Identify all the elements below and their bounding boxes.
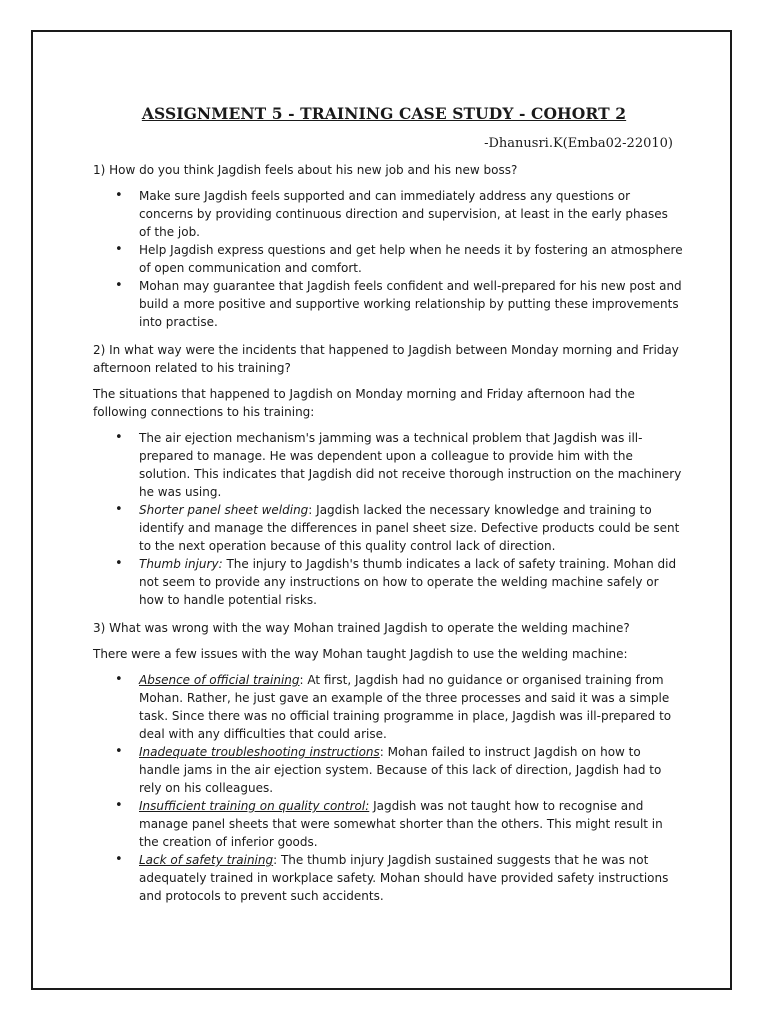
bullet-lead: Insufficient training on quality control: bbox=[139, 799, 370, 813]
list-item: • Thumb injury: The injury to Jagdish's thumb indicates a lack of safety training. Mohan did not seem to provide any instructions on how to operate the welding machine safely or how to handle potential risks. bbox=[139, 555, 683, 609]
bullet-lead: Shorter panel sheet welding bbox=[139, 503, 309, 517]
answer-1-list bbox=[93, 187, 683, 331]
bullet-lead: Absence of official training bbox=[139, 673, 300, 687]
list-item: • Insufficient training on quality control: Jagdish was not taught how to recognise and manage panel sheets that were somewhat shorter than the others. This might result in the creation of inferior goods. bbox=[139, 797, 683, 851]
answer-2-list bbox=[93, 429, 683, 609]
list-item: • Absence of official training: At first, Jagdish had no guidance or organised training from Mohan. Rather, he just gave an example of the three processes and said it was a simple task. Since there was no official training programme in place, Jagdish was ill-prepared to deal with any difficulties that could arise. bbox=[139, 671, 683, 743]
answer-3-list bbox=[93, 671, 683, 905]
answer-2-intro: The situations that happened to Jagdish on Monday morning and Friday afternoon had the following connections to his training: bbox=[93, 387, 635, 419]
question-2: 2) In what way were the incidents that happened to Jagdish between Monday morning and Friday afternoon related to his training? bbox=[93, 343, 679, 375]
bullet-lead: Lack of safety training bbox=[139, 853, 274, 867]
document-title: ASSIGNMENT 5 - TRAINING CASE STUDY - COHORT 2 bbox=[141, 104, 627, 123]
question-1: 1) How do you think Jagdish feels about his new job and his new boss? bbox=[93, 163, 518, 177]
list-item: • Mohan may guarantee that Jagdish feels confident and well-prepared for his new post and build a more positive and supportive working relationship by putting these improvements into practise. bbox=[139, 277, 683, 331]
author-line: -Dhanusri.K(Emba02-22010) bbox=[484, 136, 673, 151]
list-item: • Shorter panel sheet welding: Jagdish lacked the necessary knowledge and training to identify and manage the differences in panel sheet size. Defective products could be sent to the next operation because of this quality control lack of direction. bbox=[139, 501, 683, 555]
bullet-lead: Thumb injury: bbox=[139, 557, 223, 571]
answer-3-intro: There were a few issues with the way Mohan taught Jagdish to use the welding machine: bbox=[93, 647, 628, 661]
list-item: • Help Jagdish express questions and get help when he needs it by fostering an atmosphere of open communication and comfort. bbox=[139, 241, 683, 277]
document-body bbox=[93, 161, 683, 915]
list-item: • Inadequate troubleshooting instructions: Mohan failed to instruct Jagdish on how to handle jams in the air ejection system. Because of this lack of direction, Jagdish had to rely on his colleagues. bbox=[139, 743, 683, 797]
list-item: • Make sure Jagdish feels supported and can immediately address any questions or concerns by providing continuous direction and supervision, at least in the early phases of the job. bbox=[139, 187, 683, 241]
list-item: • Lack of safety training: The thumb injury Jagdish sustained suggests that he was not adequately trained in workplace safety. Mohan should have provided safety instructions and protocols to prevent such accidents. bbox=[139, 851, 683, 905]
bullet-lead: Inadequate troubleshooting instructions bbox=[139, 745, 380, 759]
question-3: 3) What was wrong with the way Mohan trained Jagdish to operate the welding machine? bbox=[93, 621, 630, 635]
list-item: • The air ejection mechanism's jamming was a technical problem that Jagdish was ill-prepared to manage. He was dependent upon a colleague to provide him with the solution. This indicates that Jagdish did not receive thorough instruction on the machinery he was using. bbox=[139, 429, 683, 501]
